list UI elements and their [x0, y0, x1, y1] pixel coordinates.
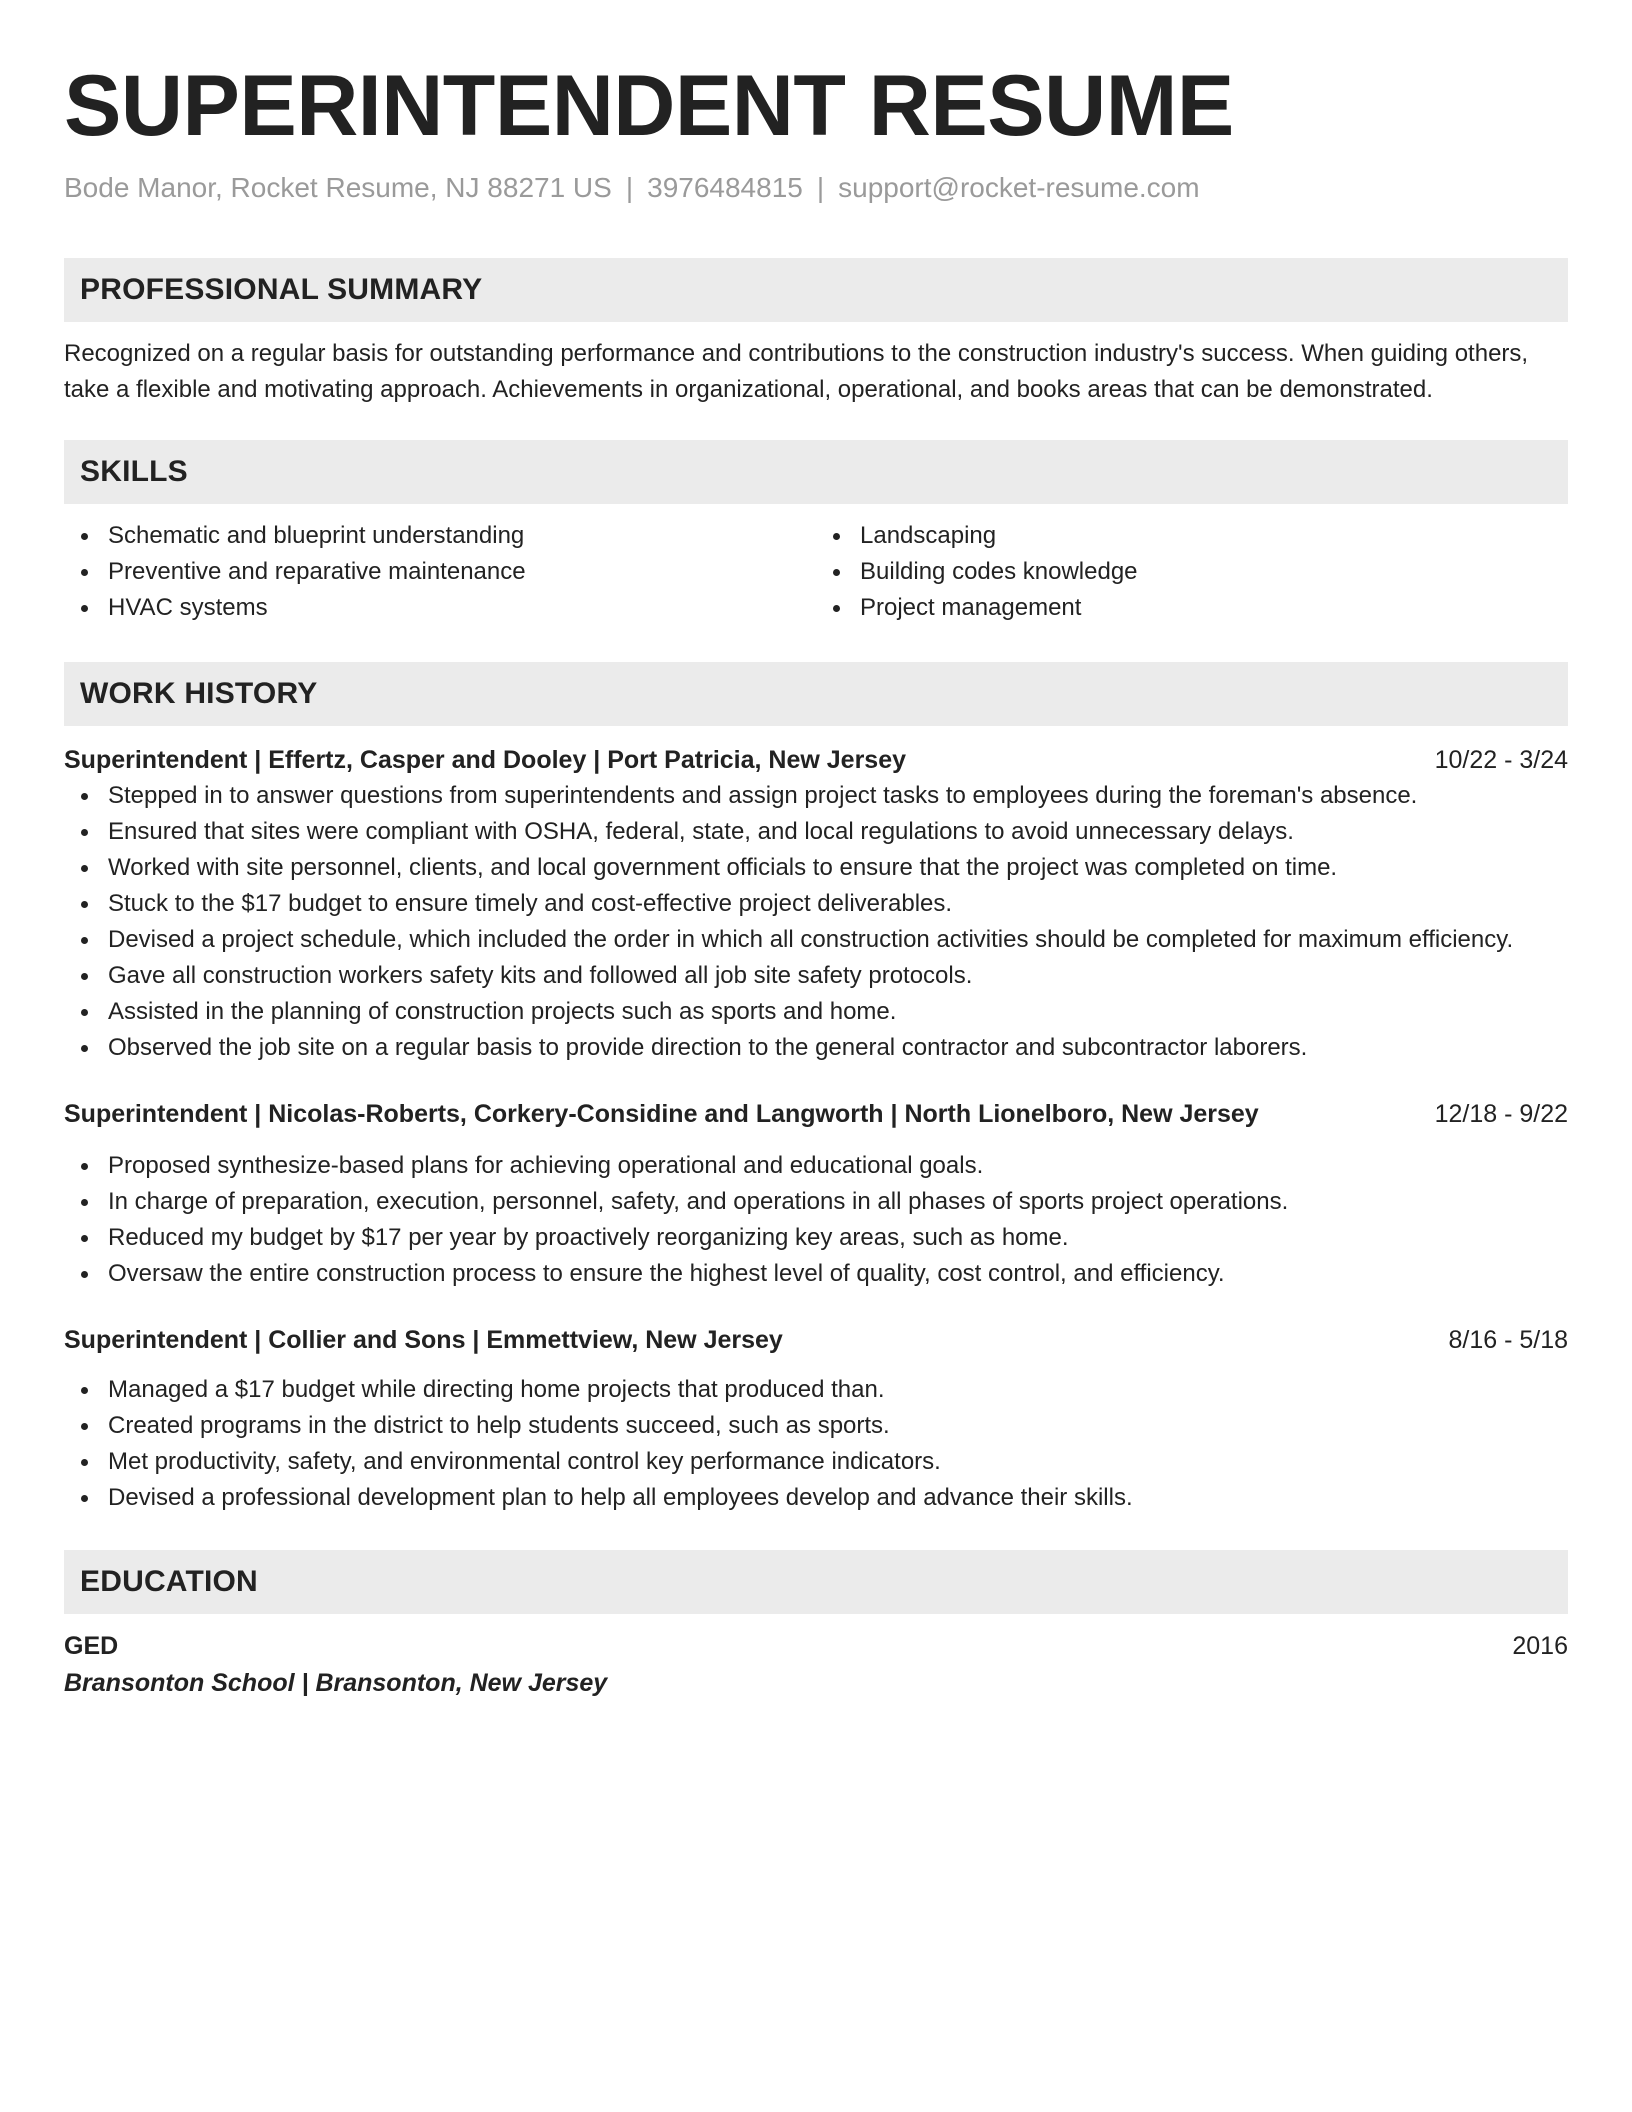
education-school: Bransonton School | Bransonton, New Jersey: [64, 1669, 608, 1697]
job-bullet: Devised a professional development plan to help all employees develop and advance their skills.: [64, 1480, 1568, 1516]
contact-address: Bode Manor, Rocket Resume, NJ 88271 US: [64, 172, 612, 203]
section-header-skills: SKILLS: [64, 440, 1568, 504]
job-bullet: Gave all construction workers safety kits and followed all job site safety protocols.: [64, 958, 1568, 994]
resume-title: SUPERINTENDENT RESUME: [64, 58, 1234, 154]
job-entry: [64, 1322, 1568, 1516]
job-bullet: Stuck to the $17 budget to ensure timely and cost-effective project deliverables.: [64, 886, 1568, 922]
skills-grid: [64, 518, 1568, 626]
job-bullet: Observed the job site on a regular basis to provide direction to the general contractor and subcontractor laborers.: [64, 1030, 1568, 1066]
job-bullet: In charge of preparation, execution, personnel, safety, and operations in all phases of sports project operations.: [64, 1184, 1568, 1220]
section-header-summary: PROFESSIONAL SUMMARY: [64, 258, 1568, 322]
job-bullet: Worked with site personnel, clients, and local government officials to ensure that the project was completed on time.: [64, 850, 1568, 886]
contact-separator: |: [625, 172, 634, 203]
job-bullet: Managed a $17 budget while directing home projects that produced than.: [64, 1372, 1568, 1408]
job-title: Superintendent | Collier and Sons | Emmettview, New Jersey: [64, 1326, 783, 1354]
job-header: [64, 742, 1568, 778]
job-bullet: Devised a project schedule, which included the order in which all construction activities should be completed for maximum efficiency.: [64, 922, 1568, 958]
job-header: [64, 1322, 1568, 1358]
job-bullet: Reduced my budget by $17 per year by proactively reorganizing key areas, such as home.: [64, 1220, 1568, 1256]
job-bullets: [64, 778, 1568, 1066]
job-dates: 8/16 - 5/18: [1448, 1326, 1568, 1354]
job-title: Superintendent | Nicolas-Roberts, Corkery-Considine and Langworth | North Lionelboro, New Jersey: [64, 1100, 1259, 1128]
job-header: [64, 1096, 1568, 1132]
education-degree: GED: [64, 1632, 119, 1660]
job-bullet: Proposed synthesize-based plans for achieving operational and educational goals.: [64, 1148, 1568, 1184]
contact-separator: |: [816, 172, 825, 203]
education-entry: [64, 1628, 1568, 1702]
job-bullet: Stepped in to answer questions from superintendents and assign project tasks to employees during the foreman's absence.: [64, 778, 1568, 814]
job-dates: 12/18 - 9/22: [1434, 1100, 1568, 1128]
job-bullet: Ensured that sites were compliant with OSHA, federal, state, and local regulations to avoid unnecessary delays.: [64, 814, 1568, 850]
skill-item: Schematic and blueprint understanding: [64, 518, 816, 554]
job-bullet: Assisted in the planning of construction projects such as sports and home.: [64, 994, 1568, 1030]
job-bullet: Met productivity, safety, and environmental control key performance indicators.: [64, 1444, 1568, 1480]
summary-text: Recognized on a regular basis for outstanding performance and contributions to the construction industry's success. When guiding others, take a flexible and motivating approach. Achievements in organizational, operational, and books areas that can be demonstrated.: [64, 340, 1529, 403]
section-header-education: EDUCATION: [64, 1550, 1568, 1614]
job-entry: [64, 742, 1568, 1066]
contact-line: [64, 170, 1568, 206]
section-header-work-history: WORK HISTORY: [64, 662, 1568, 726]
job-bullets: [64, 1148, 1568, 1292]
skill-item: Landscaping: [816, 518, 1568, 554]
skill-item: Project management: [816, 590, 1568, 626]
education-header: [64, 1628, 1568, 1664]
job-title: Superintendent | Effertz, Casper and Dooley | Port Patricia, New Jersey: [64, 746, 907, 774]
job-bullet: Created programs in the district to help students succeed, such as sports.: [64, 1408, 1568, 1444]
job-dates: 10/22 - 3/24: [1434, 746, 1568, 774]
skill-item: Building codes knowledge: [816, 554, 1568, 590]
job-bullet: Oversaw the entire construction process to ensure the highest level of quality, cost control, and efficiency.: [64, 1256, 1568, 1292]
education-year: 2016: [1512, 1632, 1568, 1660]
skill-item: HVAC systems: [64, 590, 816, 626]
skills-column-right: [816, 518, 1568, 626]
contact-phone: 3976484815: [647, 172, 803, 203]
job-bullets: [64, 1372, 1568, 1516]
contact-email: support@rocket-resume.com: [838, 172, 1200, 203]
skill-item: Preventive and reparative maintenance: [64, 554, 816, 590]
skills-column-left: [64, 518, 816, 626]
job-entry: [64, 1096, 1568, 1292]
